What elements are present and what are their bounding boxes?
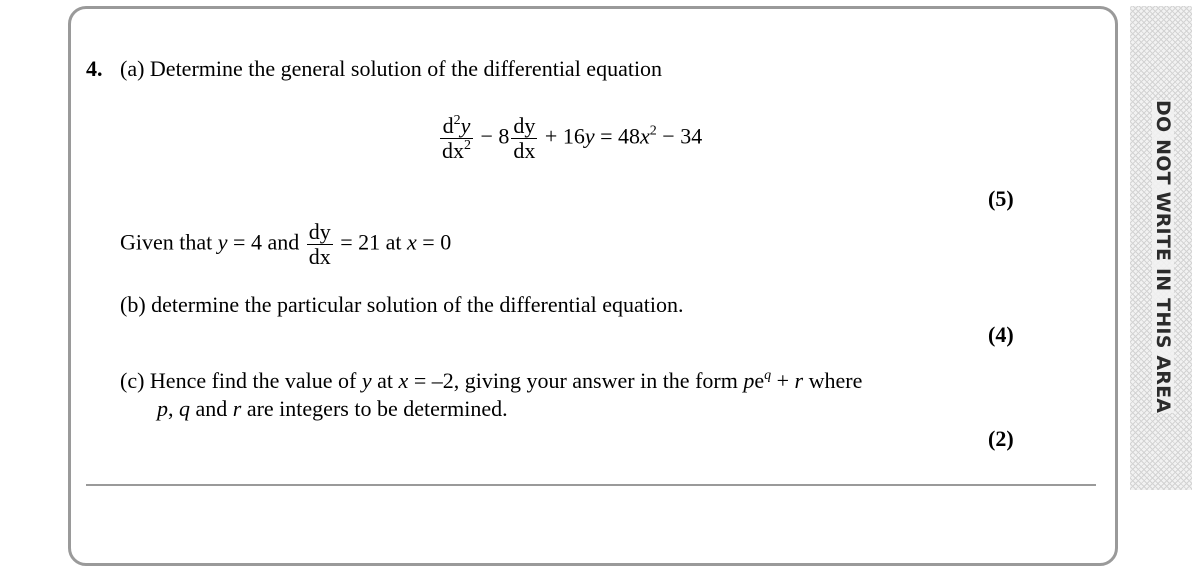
- part-b-prompt: determine the particular solution of the differential equation.: [151, 292, 684, 317]
- second-derivative: $\frac{d^2y}{dx^2}$: [442, 113, 471, 163]
- do-not-write-label: DO NOT WRITE IN THIS AREA: [1152, 100, 1174, 414]
- part-a-text: [120, 56, 662, 82]
- part-b-marks: (4): [988, 322, 1014, 347]
- part-b-label: (b): [120, 292, 146, 317]
- part-a-marks: (5): [988, 186, 1014, 211]
- part-c-line2: p, q and r are integers to be determined.: [157, 396, 508, 421]
- part-c-label: (c): [120, 368, 145, 393]
- differential-equation: $\frac{d^2y}{dx^2}$ − 8 $\frac{dy}{dx}$ + $16y = 48x^2 - 34$: [442, 113, 703, 163]
- question-number: 4.: [86, 56, 103, 81]
- first-derivative: $\frac{dy}{dx}$: [513, 113, 536, 163]
- given-derivative: $\frac{dy}{dx}$: [308, 219, 331, 269]
- part-b-text: [120, 292, 683, 318]
- question-card: [68, 6, 1118, 566]
- given-conditions: Given that y = 4 and $\frac{dy}{dx}$ = 21 at x = 0: [120, 219, 452, 269]
- part-c-marks: (2): [988, 426, 1014, 451]
- part-a-label: (a): [120, 56, 145, 81]
- divider: [86, 484, 1096, 486]
- part-c-line1: (c) Hence find the value of y at x = –2, giving your answer in the form $pe^q + r$ where: [120, 368, 863, 393]
- part-a-prompt: Determine the general solution of the differential equation: [149, 56, 663, 81]
